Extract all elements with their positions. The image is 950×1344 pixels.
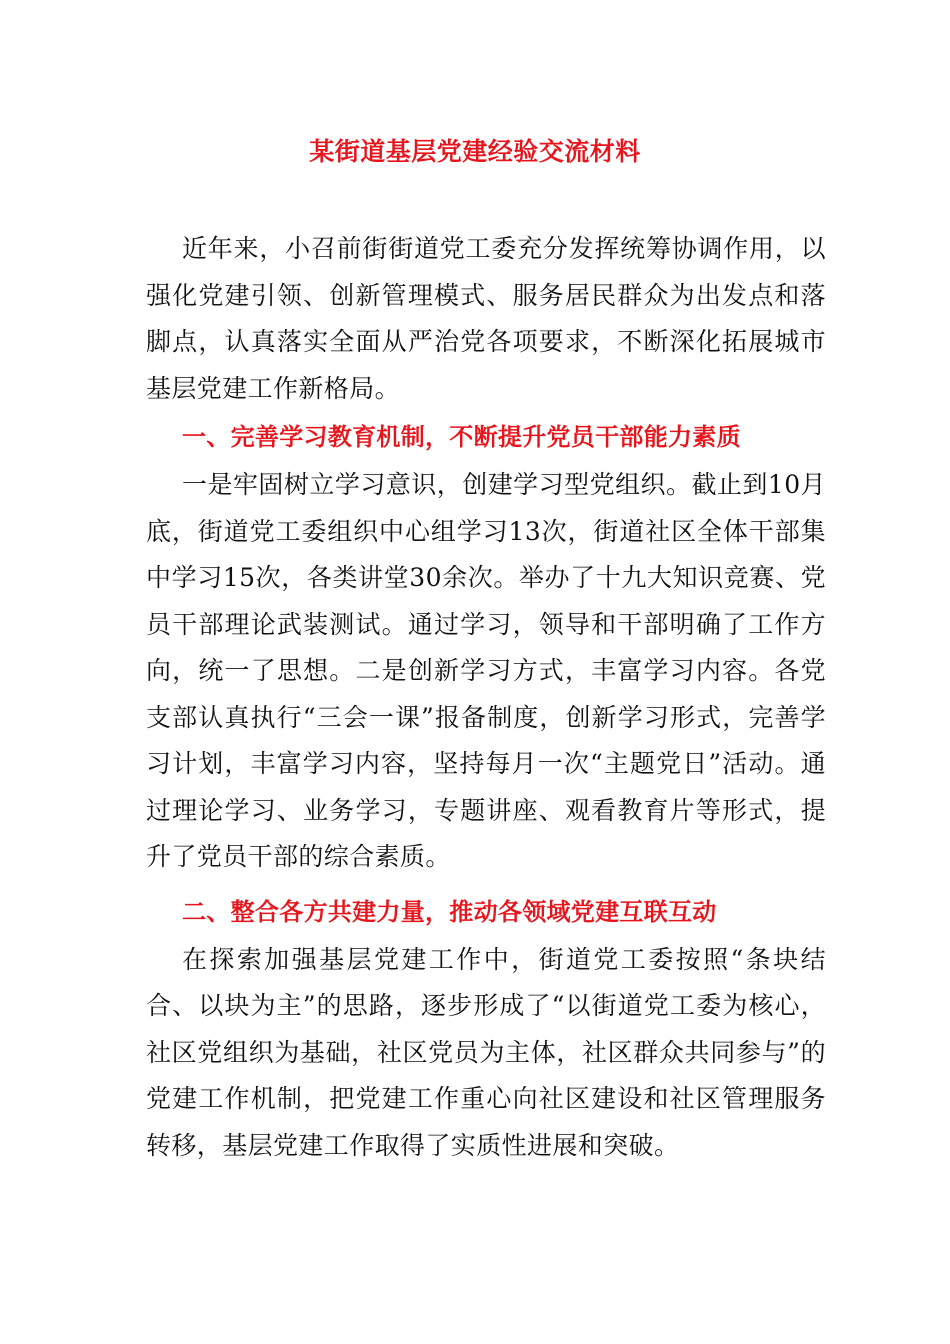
document-title: 某街道基层党建经验交流材料 (309, 137, 641, 166)
section-heading-2: 二、整合各方共建力量，推动各领域党建互联互动 (182, 897, 717, 926)
section-body-2: 在探索加强基层党建工作中，街道党工委按照“条块结合、以块为主”的思路，逐步形成了“以街道党工委为核心，社区党组织为基础，社区党员为主体，社区群众共同参与”的党建工作机制，把党建工作重心向社区建设和社区管理服务转移，基层党建工作取得了实质性进展和突破。 (146, 944, 826, 1160)
section-body-1: 一是牢固树立学习意识，创建学习型党组织。截止到10月底，街道党工委组织中心组学习13次，街道社区全体干部集中学习15次，各类讲堂30余次。举办了十九大知识竞赛、党员干部理论武装测试。通过学习，领导和干部明确了工作方向，统一了思想。二是创新学习方式，丰富学习内容。各党支部认真执行“三会一课”报备制度，创新学习形式，完善学习计划，丰富学习内容，坚持每月一次“主题党日”活动。通过理论学习、业务学习，专题讲座、观看教育片等形式，提升了党员干部的综合素质。 (146, 470, 826, 871)
section-heading-1: 一、完善学习教育机制，不断提升党员干部能力素质 (182, 423, 741, 451)
document-body (146, 226, 826, 1169)
intro-paragraph: 近年来，小召前街街道党工委充分发挥统筹协调作用，以强化党建引领、创新管理模式、服务居民群众为出发点和落脚点，认真落实全面从严治党各项要求，不断深化拓展城市基层党建工作新格局。 (146, 234, 826, 403)
